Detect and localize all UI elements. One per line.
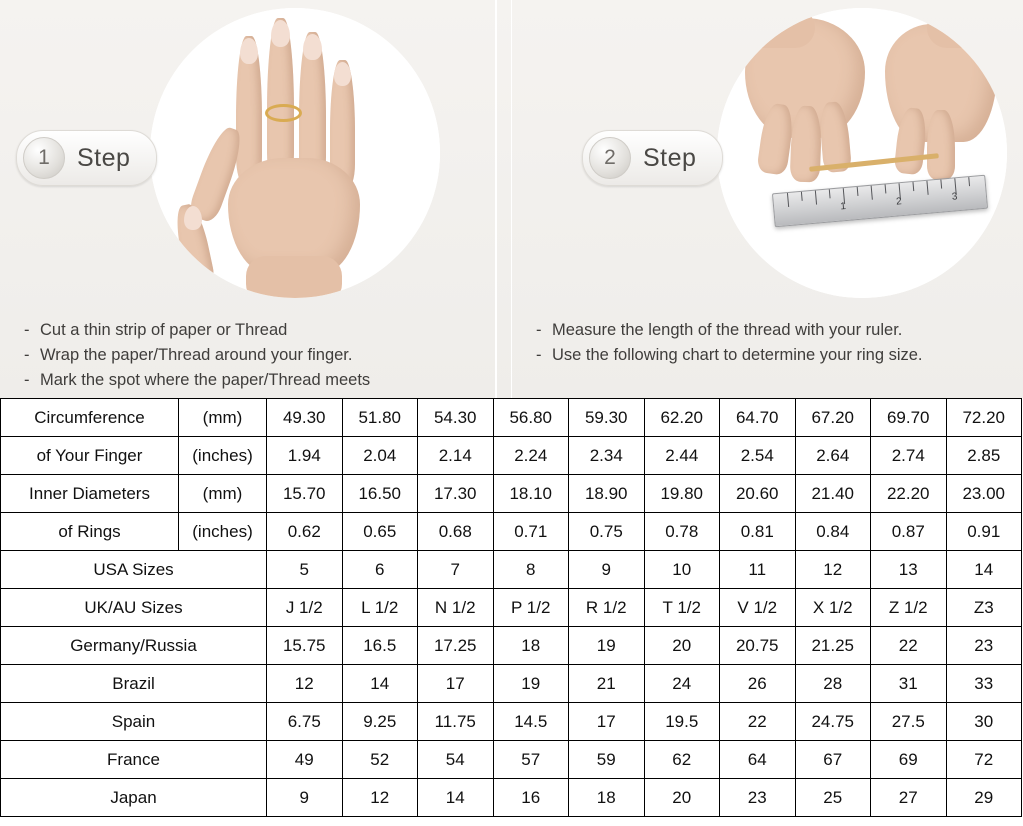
ring-size-table — [0, 398, 1022, 817]
cell: 14 — [418, 779, 494, 817]
thread-on-finger — [265, 104, 302, 122]
cell: 49.30 — [267, 399, 343, 437]
cell: 16 — [493, 779, 569, 817]
cell: 22 — [871, 627, 947, 665]
cell: 54.30 — [418, 399, 494, 437]
cell: 31 — [871, 665, 947, 703]
cell: Z 1/2 — [871, 589, 947, 627]
cell: 5 — [267, 551, 343, 589]
cell: 24 — [644, 665, 720, 703]
cell: N 1/2 — [418, 589, 494, 627]
cell: 19.80 — [644, 475, 720, 513]
cell: 22 — [720, 703, 796, 741]
step-1-bullet-3: Mark the spot where the paper/Thread meets — [40, 371, 371, 389]
cell: 27.5 — [871, 703, 947, 741]
hand-illustration — [150, 8, 440, 298]
cell: 14 — [946, 551, 1022, 589]
row-label-circumference-1: Circumference — [1, 399, 179, 437]
cell: 2.14 — [418, 437, 494, 475]
cell: 18.90 — [569, 475, 645, 513]
cell: 20 — [644, 779, 720, 817]
cell: 15.70 — [267, 475, 343, 513]
cell: P 1/2 — [493, 589, 569, 627]
list-item: - Wrap the paper/Thread around your finger. — [24, 346, 353, 364]
cell: 69 — [871, 741, 947, 779]
cell: 72.20 — [946, 399, 1022, 437]
cell: 29 — [946, 779, 1022, 817]
row-label-usa: USA Sizes — [1, 551, 267, 589]
cell: 0.81 — [720, 513, 796, 551]
cell: 21.40 — [795, 475, 871, 513]
table-row — [1, 551, 1022, 589]
table-row — [1, 703, 1022, 741]
row-label-inner-diameter-2: of Rings — [1, 513, 179, 551]
cell: 0.62 — [267, 513, 343, 551]
cell: 18 — [493, 627, 569, 665]
cell: 16.50 — [342, 475, 418, 513]
cell: 6.75 — [267, 703, 343, 741]
cell: 17 — [569, 703, 645, 741]
cell: 27 — [871, 779, 947, 817]
table-row — [1, 741, 1022, 779]
cell: 7 — [418, 551, 494, 589]
step-1-badge — [16, 130, 157, 186]
unit-cell: (mm) — [179, 475, 267, 513]
cell: V 1/2 — [720, 589, 796, 627]
unit-cell: (inches) — [179, 513, 267, 551]
cell: 52 — [342, 741, 418, 779]
cell: 59 — [569, 741, 645, 779]
cell: 69.70 — [871, 399, 947, 437]
step-2-badge — [582, 130, 723, 186]
step-1-instructions — [24, 318, 494, 393]
cell: 64 — [720, 741, 796, 779]
cell: 20 — [644, 627, 720, 665]
cell: 51.80 — [342, 399, 418, 437]
cell: 15.75 — [267, 627, 343, 665]
cell: 12 — [342, 779, 418, 817]
cell: 23 — [946, 627, 1022, 665]
cell: 67.20 — [795, 399, 871, 437]
cell: 6 — [342, 551, 418, 589]
row-label-france: France — [1, 741, 267, 779]
list-item: - Use the following chart to determine your ring size. — [536, 346, 923, 364]
cell: 25 — [795, 779, 871, 817]
cell: 11 — [720, 551, 796, 589]
cell: 0.71 — [493, 513, 569, 551]
cell: 0.68 — [418, 513, 494, 551]
row-label-circumference-2: of Your Finger — [1, 437, 179, 475]
cell: 9.25 — [342, 703, 418, 741]
step-1-number: 1 — [23, 137, 65, 179]
cell: 21 — [569, 665, 645, 703]
ruler-mark: 1 — [839, 201, 847, 213]
cell: 11.75 — [418, 703, 494, 741]
cell: 10 — [644, 551, 720, 589]
cell: 24.75 — [795, 703, 871, 741]
cell: 17.25 — [418, 627, 494, 665]
ruler-mark: 3 — [951, 191, 958, 203]
cell: 9 — [569, 551, 645, 589]
cell: 14 — [342, 665, 418, 703]
cell: 14.5 — [493, 703, 569, 741]
cell: 26 — [720, 665, 796, 703]
step-1-bullet-1: Cut a thin strip of paper or Thread — [40, 321, 288, 339]
cell: 2.44 — [644, 437, 720, 475]
cell: 20.75 — [720, 627, 796, 665]
cell: 59.30 — [569, 399, 645, 437]
ruler-mark: 2 — [895, 196, 903, 208]
steps-section — [0, 0, 1023, 398]
cell: 2.24 — [493, 437, 569, 475]
step-2-label: Step — [643, 143, 697, 172]
cell: 49 — [267, 741, 343, 779]
cell: 62.20 — [644, 399, 720, 437]
cell: 19.5 — [644, 703, 720, 741]
cell: 8 — [493, 551, 569, 589]
cell: 33 — [946, 665, 1022, 703]
cell: 2.54 — [720, 437, 796, 475]
cell: 19 — [493, 665, 569, 703]
cell: 0.78 — [644, 513, 720, 551]
row-label-japan: Japan — [1, 779, 267, 817]
cell: 18.10 — [493, 475, 569, 513]
cell: 2.04 — [342, 437, 418, 475]
step-1-panel — [0, 0, 511, 398]
step-1-label: Step — [77, 143, 131, 172]
cell: 30 — [946, 703, 1022, 741]
cell: 0.91 — [946, 513, 1022, 551]
cell: 2.85 — [946, 437, 1022, 475]
cell: R 1/2 — [569, 589, 645, 627]
ruler — [772, 175, 988, 228]
table-row — [1, 665, 1022, 703]
panel-divider — [495, 0, 497, 398]
step-2-instructions — [536, 318, 1006, 368]
list-item: - Measure the length of the thread with your ruler. — [536, 321, 903, 339]
step-1-photo — [150, 8, 440, 298]
step-2-bullet-2: Use the following chart to determine your ring size. — [552, 346, 923, 364]
cell: 1.94 — [267, 437, 343, 475]
cell: L 1/2 — [342, 589, 418, 627]
cell: 12 — [267, 665, 343, 703]
unit-cell: (inches) — [179, 437, 267, 475]
table-row — [1, 437, 1022, 475]
cell: 57 — [493, 741, 569, 779]
list-item: - Mark the spot where the paper/Thread meets — [24, 371, 371, 389]
cell: J 1/2 — [267, 589, 343, 627]
cell: 0.87 — [871, 513, 947, 551]
cell: T 1/2 — [644, 589, 720, 627]
measuring-illustration — [717, 8, 1007, 298]
cell: 23.00 — [946, 475, 1022, 513]
cell: 56.80 — [493, 399, 569, 437]
list-item: - Cut a thin strip of paper or Thread — [24, 321, 288, 339]
row-label-germany-russia: Germany/Russia — [1, 627, 267, 665]
cell: 0.75 — [569, 513, 645, 551]
cell: 2.74 — [871, 437, 947, 475]
cell: 2.64 — [795, 437, 871, 475]
step-2-photo — [717, 8, 1007, 298]
table-row — [1, 589, 1022, 627]
cell: 64.70 — [720, 399, 796, 437]
table-row — [1, 513, 1022, 551]
cell: X 1/2 — [795, 589, 871, 627]
cell: 28 — [795, 665, 871, 703]
row-label-brazil: Brazil — [1, 665, 267, 703]
cell: 0.84 — [795, 513, 871, 551]
cell: 16.5 — [342, 627, 418, 665]
table-row — [1, 475, 1022, 513]
cell: 0.65 — [342, 513, 418, 551]
row-label-inner-diameter-1: Inner Diameters — [1, 475, 179, 513]
cell: 23 — [720, 779, 796, 817]
step-1-bullet-2: Wrap the paper/Thread around your finger. — [40, 346, 353, 364]
cell: 72 — [946, 741, 1022, 779]
step-2-number: 2 — [589, 137, 631, 179]
cell: 18 — [569, 779, 645, 817]
step-2-bullet-1: Measure the length of the thread with your ruler. — [552, 321, 903, 339]
unit-cell: (mm) — [179, 399, 267, 437]
row-label-spain: Spain — [1, 703, 267, 741]
cell: 67 — [795, 741, 871, 779]
row-label-uk-au: UK/AU Sizes — [1, 589, 267, 627]
cell: 17.30 — [418, 475, 494, 513]
cell: 54 — [418, 741, 494, 779]
cell: 2.34 — [569, 437, 645, 475]
step-2-panel — [511, 0, 1023, 398]
table-row — [1, 399, 1022, 437]
cell: Z3 — [946, 589, 1022, 627]
cell: 17 — [418, 665, 494, 703]
cell: 21.25 — [795, 627, 871, 665]
cell: 12 — [795, 551, 871, 589]
cell: 13 — [871, 551, 947, 589]
cell: 22.20 — [871, 475, 947, 513]
cell: 19 — [569, 627, 645, 665]
cell: 9 — [267, 779, 343, 817]
cell: 62 — [644, 741, 720, 779]
cell: 20.60 — [720, 475, 796, 513]
table-row — [1, 779, 1022, 817]
table-row — [1, 627, 1022, 665]
